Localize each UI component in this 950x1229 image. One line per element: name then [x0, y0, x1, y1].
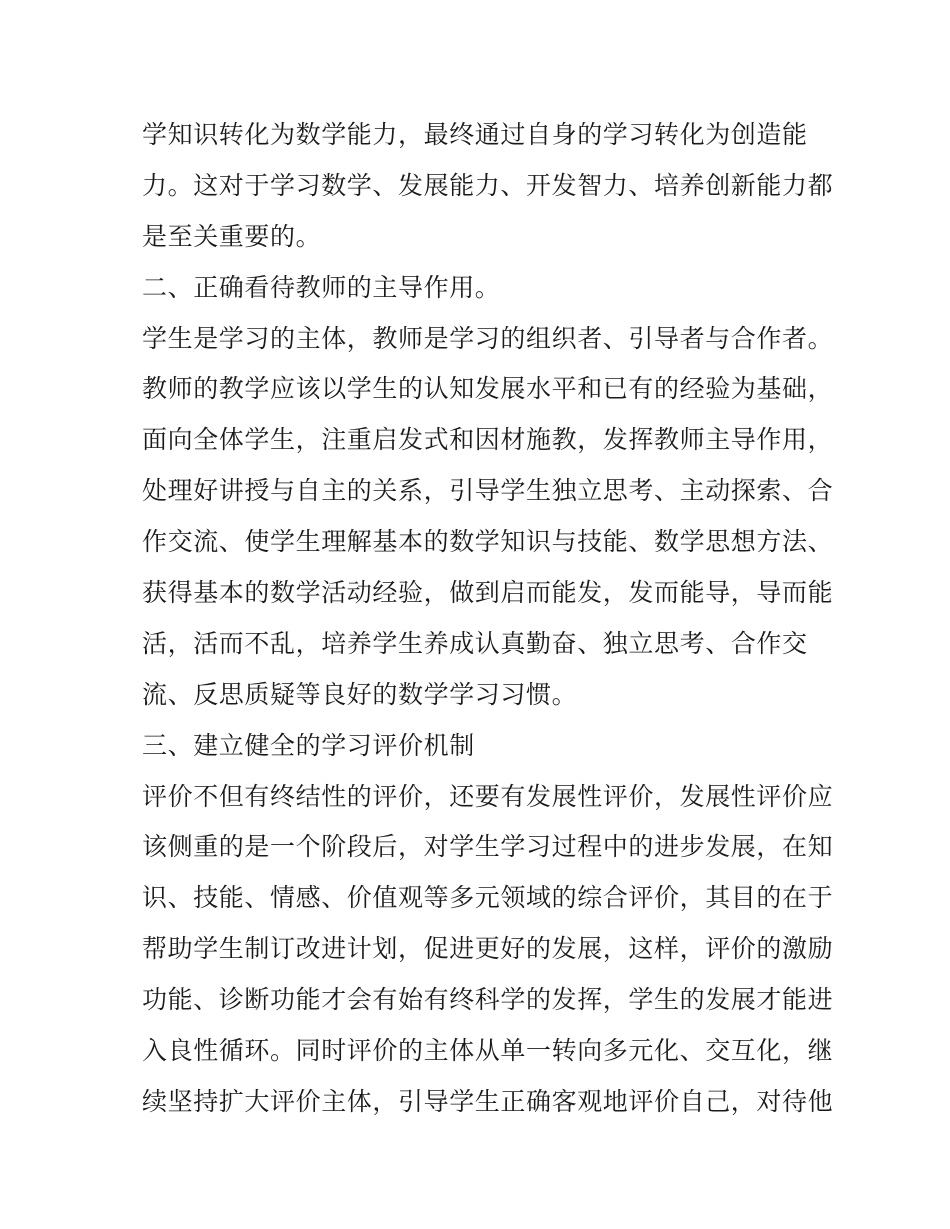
text-line: 续坚持扩大评价主体，引导学生正确客观地评价自己，对待他 — [142, 1086, 834, 1116]
text-line: 是至关重要的。 — [142, 221, 322, 251]
text-line: 活，活而不乱，培养学生养成认真勤奋、独立思考、合作交 — [142, 628, 808, 658]
section-heading: 二、正确看待教师的主导作用。 — [142, 272, 501, 302]
text-line: 帮助学生制订改进计划，促进更好的发展，这样，评价的激励 — [142, 934, 834, 964]
text-line: 力。这对于学习数学、发展能力、开发智力、培养创新能力都 — [142, 170, 834, 200]
section-heading: 三、建立健全的学习评价机制 — [142, 730, 475, 760]
text-line: 获得基本的数学活动经验，做到启而能发，发而能导，导而能 — [142, 578, 834, 608]
text-line: 学生是学习的主体，教师是学习的组织者、引导者与合作者。 — [142, 323, 834, 353]
text-line: 该侧重的是一个阶段后，对学生学习过程中的进步发展，在知 — [142, 832, 834, 862]
text-line: 功能、诊断功能才会有始有终科学的发挥，学生的发展才能进 — [142, 985, 834, 1015]
text-line: 学知识转化为数学能力，最终通过自身的学习转化为创造能 — [142, 120, 808, 149]
text-line: 评价不但有终结性的评价，还要有发展性评价，发展性评价应 — [142, 781, 834, 811]
text-line: 作交流、使学生理解基本的数学知识与技能、数学思想方法、 — [142, 527, 834, 557]
text-line: 入良性循环。同时评价的主体从单一转向多元化、交互化，继 — [142, 1036, 834, 1066]
text-line: 教师的教学应该以学生的认知发展水平和已有的经验为基础， — [142, 374, 834, 404]
text-line: 处理好讲授与自主的关系，引导学生独立思考、主动探索、合 — [142, 476, 834, 506]
body-text — [142, 110, 834, 1128]
text-line: 识、技能、情感、价值观等多元领域的综合评价，其目的在于 — [142, 883, 834, 913]
text-line: 流、反思质疑等良好的数学学习习惯。 — [142, 679, 578, 709]
text-line: 面向全体学生，注重启发式和因材施教，发挥教师主导作用， — [142, 425, 834, 455]
